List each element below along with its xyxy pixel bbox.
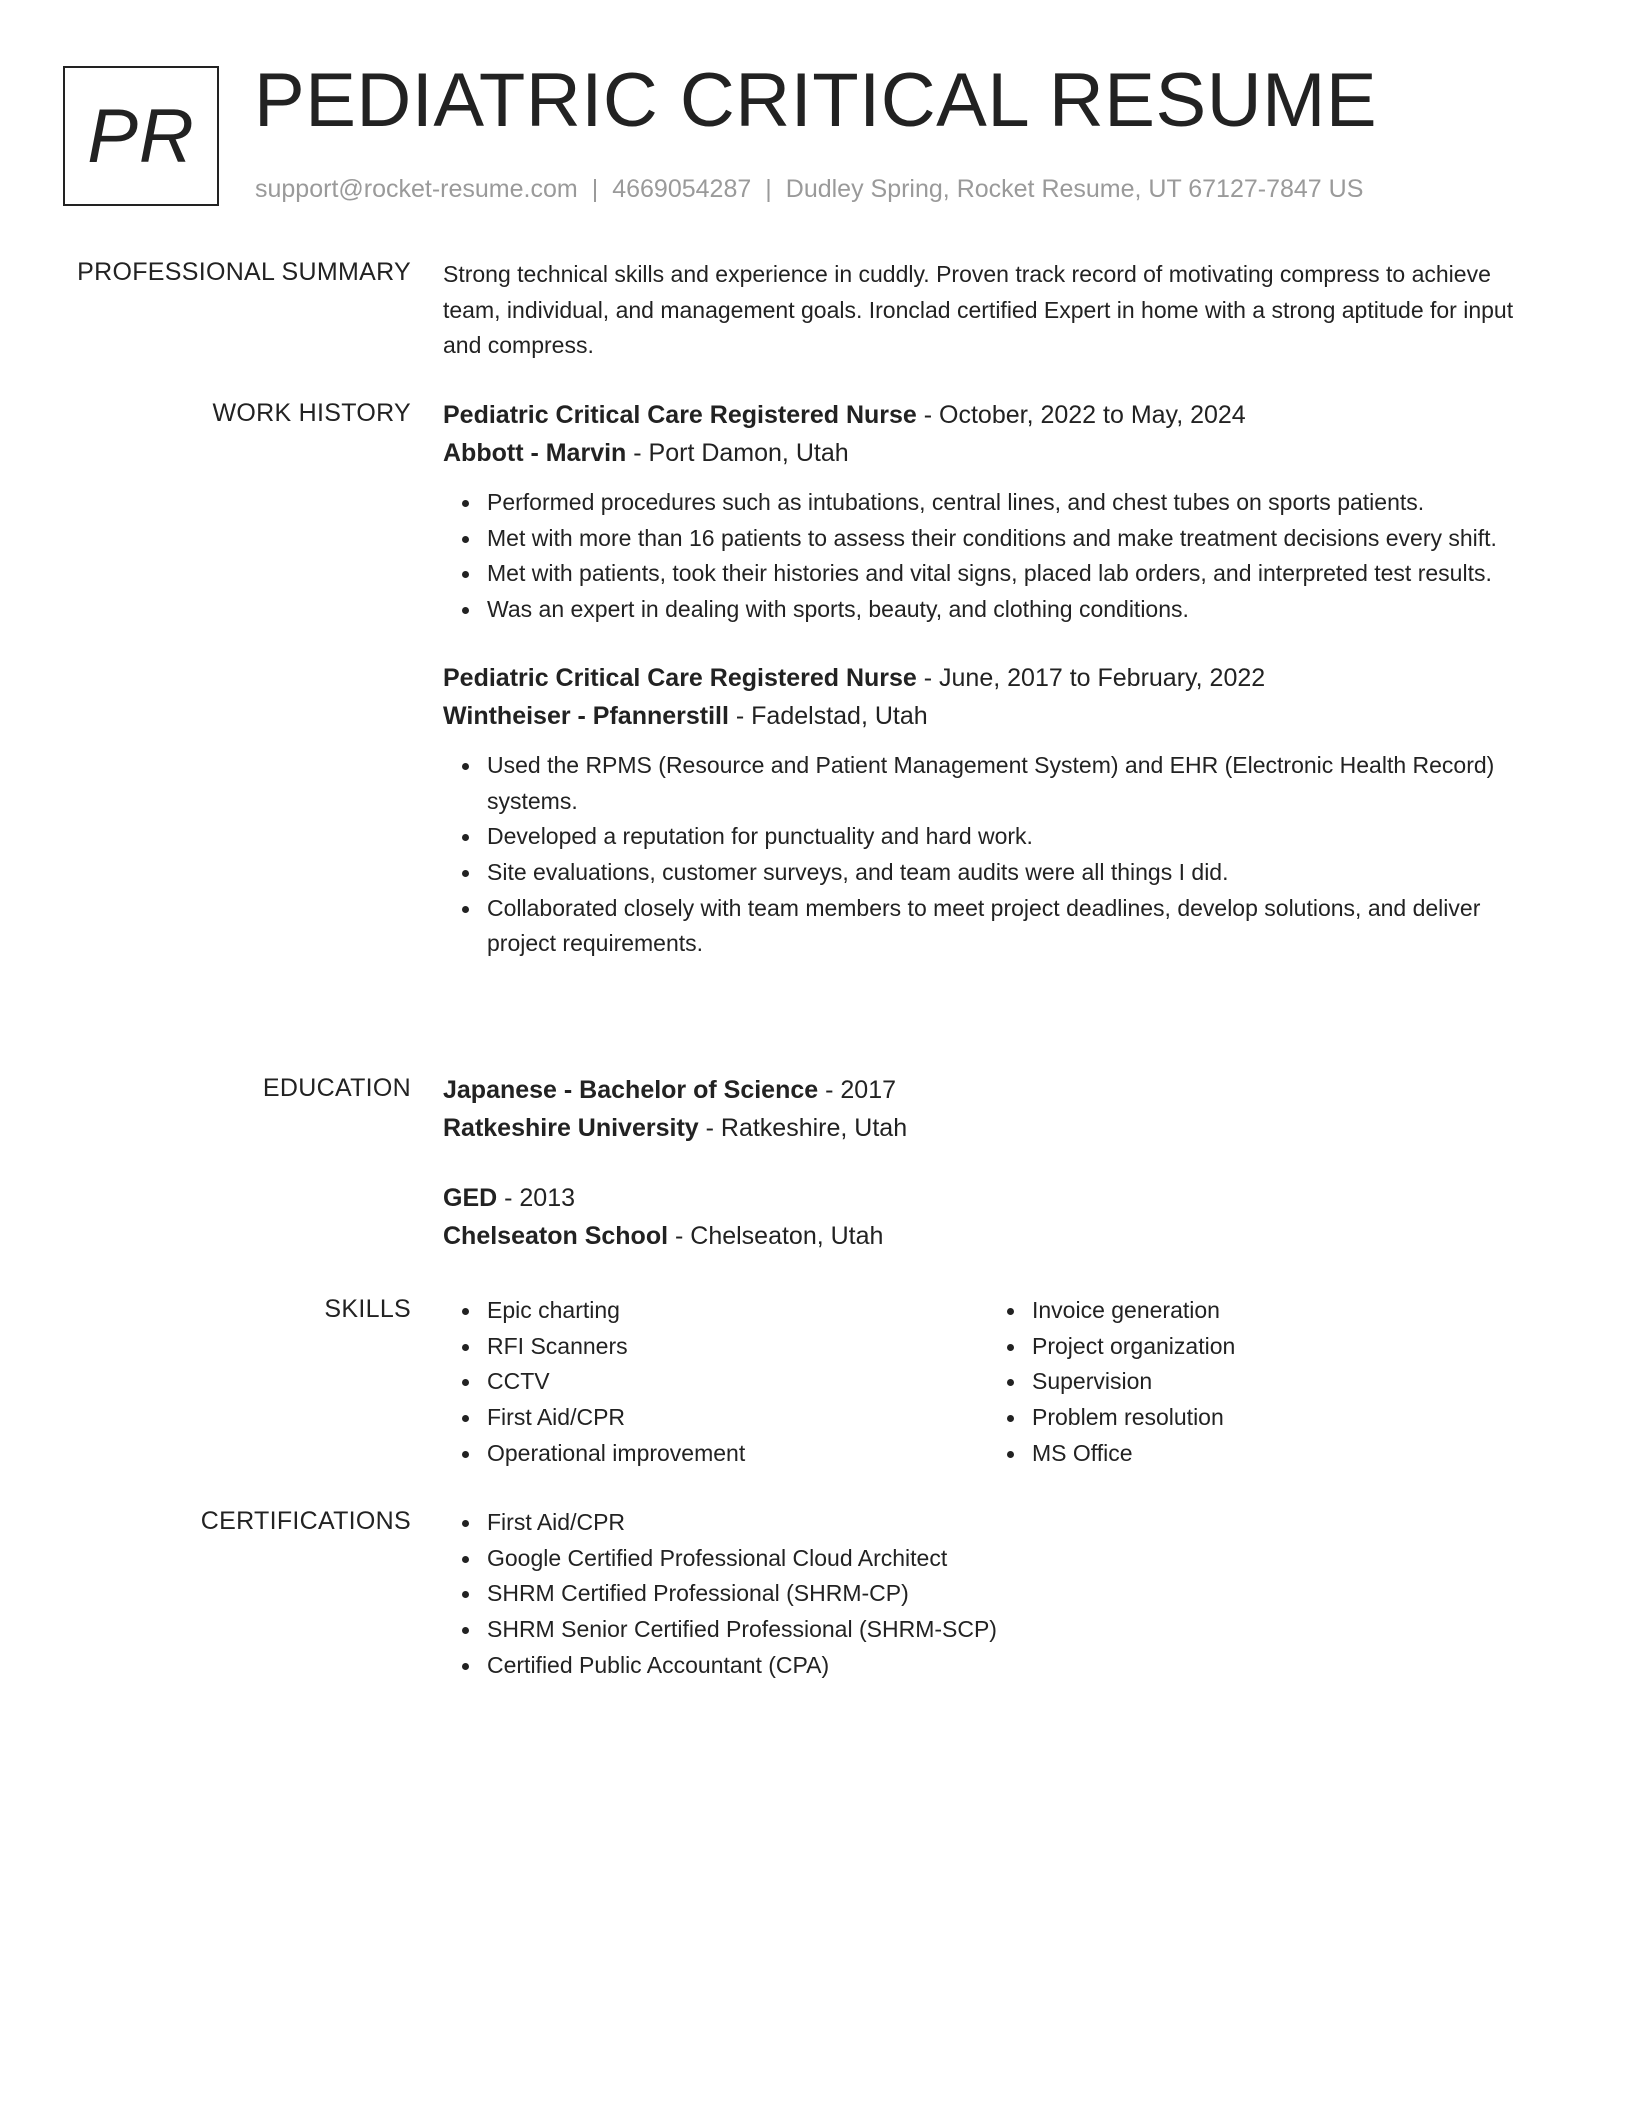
job-title: Pediatric Critical Care Registered Nurse: [443, 401, 917, 429]
section-label: CERTIFICATIONS: [200, 1507, 411, 1535]
job-location: - Fadelstad, Utah: [728, 701, 928, 730]
monogram-box: [63, 66, 219, 206]
job-title-line: [443, 396, 1553, 434]
monogram-initials: PR: [87, 93, 195, 179]
education-location: - Chelseaton, Utah: [668, 1222, 884, 1250]
list-item: Developed a reputation for punctuality and hard work.: [487, 819, 1553, 855]
job-bullets: [443, 485, 1553, 628]
list-item: Collaborated closely with team members to meet project deadlines, develop solutions, and deliver project requirements.: [487, 891, 1553, 962]
job-bullets: [443, 748, 1553, 962]
job-title: Pediatric Critical Care Registered Nurse: [443, 663, 917, 692]
education-degree-line: [443, 1071, 1553, 1109]
job-company-line: [443, 434, 1553, 472]
list-item: SHRM Senior Certified Professional (SHRM-SCP): [487, 1612, 1553, 1648]
list-item: Site evaluations, customer surveys, and team audits were all things I did.: [487, 855, 1553, 891]
section-label: PROFESSIONAL SUMMARY: [77, 258, 411, 286]
list-item: First Aid/CPR: [487, 1400, 988, 1436]
section-body: [443, 257, 1553, 364]
education-entry: [443, 1179, 1553, 1255]
list-item: Supervision: [1032, 1364, 1488, 1400]
education-degree: Japanese - Bachelor of Science: [443, 1076, 819, 1104]
list-item: Problem resolution: [1032, 1400, 1488, 1436]
list-item: First Aid/CPR: [487, 1505, 1553, 1541]
contact-separator: |: [591, 175, 599, 203]
list-item: Invoice generation: [1032, 1293, 1488, 1329]
contact-email[interactable]: support@rocket-resume.com: [255, 175, 578, 203]
section-body: [443, 396, 1553, 962]
job-company-line: [443, 697, 1553, 735]
contact-address: Dudley Spring, Rocket Resume, UT 67127-7847 US: [785, 175, 1364, 203]
education-school-line: [443, 1217, 1553, 1255]
list-item: Was an expert in dealing with sports, beauty, and clothing conditions.: [487, 592, 1553, 628]
education-year: - 2013: [497, 1184, 576, 1212]
education-school-line: [443, 1109, 1553, 1147]
list-item: Google Certified Professional Cloud Architect: [487, 1541, 1553, 1577]
job-entry: [443, 396, 1553, 628]
certifications-list: [443, 1505, 1553, 1684]
resume-title: PEDIATRIC CRITICAL RESUME: [254, 58, 1378, 143]
contact-line: [255, 173, 1363, 205]
job-dates: - June, 2017 to February, 2022: [916, 663, 1266, 692]
education-entry: [443, 1071, 1553, 1147]
education-school: Ratkeshire University: [443, 1114, 699, 1142]
job-dates: - October, 2022 to May, 2024: [916, 401, 1246, 429]
summary-text: Strong technical skills and experience in cuddly. Proven track record of motivating compress to achieve team, individual, and management goals. Ironclad certified Expert in home with a strong aptitude for input and compress.: [443, 261, 1514, 358]
job-entry: [443, 659, 1553, 962]
list-item: RFI Scanners: [487, 1329, 988, 1365]
section-body: [443, 1505, 1553, 1684]
education-location: - Ratkeshire, Utah: [698, 1114, 908, 1142]
education-degree: GED: [443, 1184, 498, 1212]
list-item: Met with patients, took their histories and vital signs, placed lab orders, and interpreted test results.: [487, 556, 1553, 592]
list-item: Met with more than 16 patients to assess their conditions and make treatment decisions every shift.: [487, 521, 1553, 557]
job-company: Abbott - Marvin: [443, 439, 627, 467]
skills-list: [443, 1293, 988, 1472]
section-label: SKILLS: [324, 1295, 411, 1323]
list-item: Performed procedures such as intubations, central lines, and chest tubes on sports patients.: [487, 485, 1553, 521]
skills-columns: [443, 1293, 1553, 1472]
section-label: WORK HISTORY: [212, 399, 411, 427]
list-item: Project organization: [1032, 1329, 1488, 1365]
education-year: - 2017: [818, 1076, 897, 1104]
skills-column-1: [443, 1293, 988, 1472]
section-label: EDUCATION: [262, 1074, 411, 1102]
education-school: Chelseaton School: [443, 1222, 669, 1250]
list-item: MS Office: [1032, 1436, 1488, 1472]
skills-column-2: [988, 1293, 1488, 1472]
list-item: Operational improvement: [487, 1436, 988, 1472]
skills-list: [988, 1293, 1488, 1472]
list-item: CCTV: [487, 1364, 988, 1400]
education-degree-line: [443, 1179, 1553, 1217]
list-item: Certified Public Accountant (CPA): [487, 1648, 1553, 1684]
job-company: Wintheiser - Pfannerstill: [443, 701, 729, 730]
list-item: Epic charting: [487, 1293, 988, 1329]
job-location: - Port Damon, Utah: [626, 439, 849, 467]
section-body: [443, 1071, 1553, 1255]
contact-phone[interactable]: 4669054287: [612, 175, 752, 203]
contact-separator: |: [765, 175, 772, 203]
list-item: Used the RPMS (Resource and Patient Management System) and EHR (Electronic Health Record) systems.: [487, 748, 1553, 819]
section-body: [443, 1293, 1553, 1472]
job-title-line: [443, 659, 1553, 697]
list-item: SHRM Certified Professional (SHRM-CP): [487, 1576, 1553, 1612]
